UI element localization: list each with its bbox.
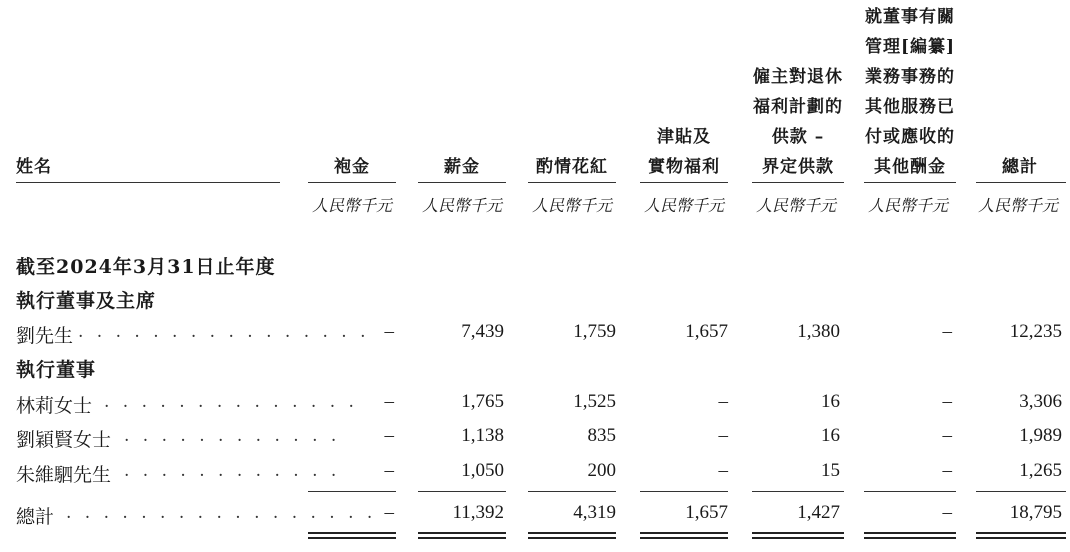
cell-fees: – <box>384 425 394 446</box>
header-fees: 袍金 <box>334 157 370 177</box>
header-salary: 薪金 <box>444 157 480 177</box>
period-title: 截至2024年3月31日止年度 <box>16 256 276 278</box>
header-rule-total <box>976 182 1066 183</box>
cell-other: – <box>942 321 952 342</box>
row-name: 林莉女士 <box>16 395 93 417</box>
total-allowances: 1,657 <box>685 502 728 523</box>
subtotal-rule <box>308 491 396 492</box>
total-fees: – <box>384 502 394 523</box>
header-other-emoluments: 就董事有關 管理[編纂] 業務事務的 其他服務已 付或應收的 其他酬金 <box>864 7 956 177</box>
total-double-rule <box>976 532 1066 539</box>
header-total: 總計 <box>1002 157 1038 177</box>
row-name: 劉穎賢女士 <box>16 429 112 451</box>
total-bonus: 4,319 <box>573 502 616 523</box>
subtotal-rule <box>752 491 844 492</box>
cell-other: – <box>942 425 952 446</box>
subtotal-rule <box>864 491 956 492</box>
cell-bonus: 1,525 <box>573 391 616 412</box>
unit-other: 人民幣千元 <box>867 196 948 215</box>
subtotal-rule <box>976 491 1066 492</box>
subtotal-rule <box>418 491 506 492</box>
section-title-executive: 執行董事 <box>16 359 97 381</box>
cell-total: 1,265 <box>1019 460 1062 481</box>
leader-dots: . . . . . . . . . . . . . . . . . <box>66 503 377 523</box>
total-double-rule <box>308 532 396 539</box>
leader-dots: . . . . . . . . . . . . . . <box>104 392 358 412</box>
cell-bonus: 1,759 <box>573 321 616 342</box>
cell-allowances: – <box>718 425 728 446</box>
total-double-rule <box>528 532 616 539</box>
total-grand: 18,795 <box>1009 502 1062 523</box>
cell-allowances: – <box>718 460 728 481</box>
total-pension: 1,427 <box>797 502 840 523</box>
total-double-rule <box>640 532 728 539</box>
cell-salary: 7,439 <box>461 321 504 342</box>
cell-total: 12,235 <box>1009 321 1062 342</box>
cell-fees: – <box>384 460 394 481</box>
total-double-rule <box>752 532 844 539</box>
header-rule-other <box>864 182 956 183</box>
header-pension: 僱主對退休 福利計劃的 供款 – 界定供款 <box>753 67 843 177</box>
cell-fees: – <box>384 391 394 412</box>
cell-bonus: 200 <box>587 460 616 481</box>
subtotal-rule <box>640 491 728 492</box>
cell-total: 3,306 <box>1019 391 1062 412</box>
total-double-rule <box>864 532 956 539</box>
header-rule-allowances <box>640 182 728 183</box>
cell-salary: 1,138 <box>461 425 504 446</box>
cell-pension: 1,380 <box>797 321 840 342</box>
header-rule-salary <box>418 182 506 183</box>
header-rule-bonus <box>528 182 616 183</box>
row-name: 朱維駟先生 <box>16 464 112 486</box>
total-double-rule <box>418 532 506 539</box>
header-allowances: 津貼及 實物福利 <box>648 127 720 177</box>
subtotal-rule <box>528 491 616 492</box>
cell-allowances: 1,657 <box>685 321 728 342</box>
cell-salary: 1,050 <box>461 460 504 481</box>
cell-other: – <box>942 460 952 481</box>
total-row-name: 總計 <box>16 506 55 528</box>
leader-dots: . . . . . . . . . . . . . . . . <box>78 322 370 342</box>
header-name-rule <box>16 182 280 183</box>
cell-bonus: 835 <box>587 425 616 446</box>
unit-fees: 人民幣千元 <box>311 196 392 215</box>
total-salary: 11,392 <box>452 502 504 523</box>
leader-dots: . . . . . . . . . . . . <box>124 461 341 481</box>
cell-allowances: – <box>718 391 728 412</box>
unit-salary: 人民幣千元 <box>421 196 502 215</box>
header-name: 姓名 <box>16 157 52 177</box>
unit-pension: 人民幣千元 <box>755 196 836 215</box>
cell-salary: 1,765 <box>461 391 504 412</box>
cell-pension: 15 <box>821 460 840 481</box>
header-bonus: 酌情花紅 <box>536 157 608 177</box>
header-rule-pension <box>752 182 844 183</box>
section-title-chairman: 執行董事及主席 <box>16 290 157 312</box>
total-other: – <box>942 502 952 523</box>
cell-other: – <box>942 391 952 412</box>
cell-total: 1,989 <box>1019 425 1062 446</box>
header-rule-fees <box>308 182 396 183</box>
cell-fees: – <box>384 321 394 342</box>
unit-total: 人民幣千元 <box>977 196 1058 215</box>
row-name: 劉先生 <box>16 325 74 347</box>
cell-pension: 16 <box>821 391 840 412</box>
unit-bonus: 人民幣千元 <box>531 196 612 215</box>
leader-dots: . . . . . . . . . . . . <box>124 426 341 446</box>
unit-allowances: 人民幣千元 <box>643 196 724 215</box>
cell-pension: 16 <box>821 425 840 446</box>
